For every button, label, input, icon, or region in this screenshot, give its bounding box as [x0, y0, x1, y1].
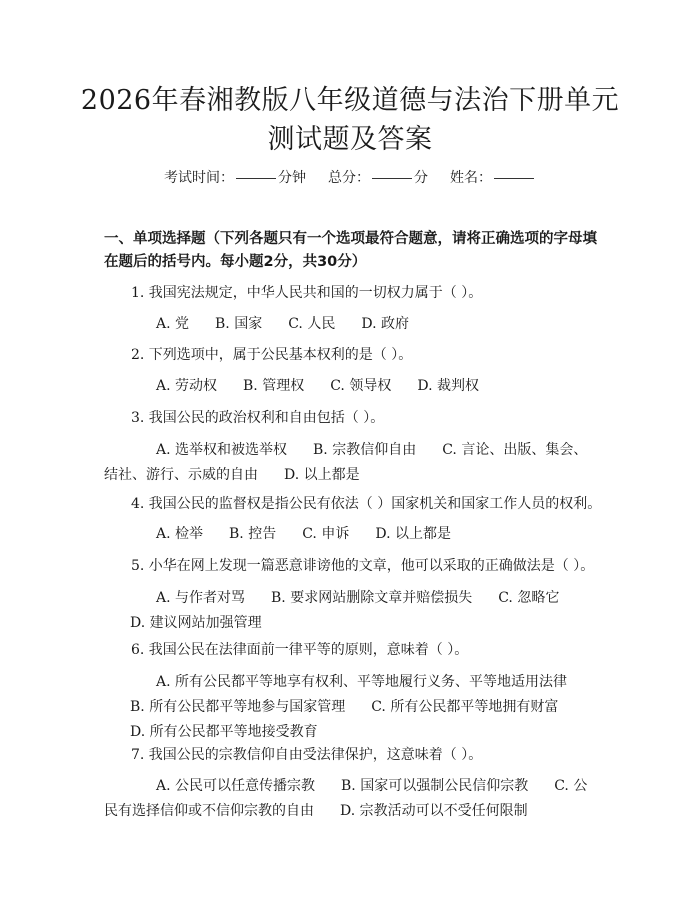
- name-blank[interactable]: [494, 178, 534, 179]
- question-stem: 1. 我国宪法规定，中华人民共和国的一切权力属于（ ）。: [131, 285, 483, 301]
- option-b[interactable]: B. 宗教信仰自由: [313, 442, 417, 458]
- question-options: [104, 438, 594, 488]
- question-stem: 7. 我国公民的宗教信仰自由受法律保护，这意味着（ ）。: [131, 747, 483, 763]
- option-a[interactable]: A. 选举权和被选举权: [156, 442, 288, 458]
- option-c[interactable]: C. 领导权: [330, 378, 392, 394]
- option-d[interactable]: D. 以上都是: [284, 467, 360, 483]
- score-label: 总分：: [328, 170, 370, 186]
- question-stem: 5. 小华在网上发现一篇恶意诽谤他的文章，他可以采取的正确做法是（ ）。: [131, 558, 595, 574]
- time-label: 考试时间：: [164, 170, 234, 186]
- option-c[interactable]: C. 所有公民都平等地拥有财富: [371, 699, 559, 715]
- option-d[interactable]: D. 宗教活动可以不受任何限制: [340, 803, 528, 819]
- page-title: 2026年春湘教版八年级道德与法治下册单元: [80, 85, 620, 116]
- section-heading: 一、单项选择题（下列各题只有一个选项最符合题意，请将正确选项的字母填在题后的括号内。每小题2分，共30分）: [104, 231, 597, 270]
- option-c[interactable]: C. 申诉: [302, 526, 350, 542]
- question-options: [104, 774, 594, 824]
- time-blank[interactable]: [236, 178, 276, 179]
- question-stem: 3. 我国公民的政治权利和自由包括（ ）。: [131, 410, 385, 426]
- option-d[interactable]: D. 所有公民都平等地接受教育: [130, 724, 318, 740]
- question-options: [104, 522, 594, 547]
- option-b[interactable]: B. 控告: [229, 526, 277, 542]
- option-a[interactable]: A. 与作者对骂: [156, 590, 246, 606]
- option-b[interactable]: B. 管理权: [243, 378, 305, 394]
- score-blank[interactable]: [372, 178, 412, 179]
- option-b[interactable]: B. 国家: [215, 316, 263, 332]
- option-a[interactable]: A. 劳动权: [156, 378, 218, 394]
- option-a[interactable]: A. 所有公民都平等地享有权利、平等地履行义务、平等地适用法律: [156, 674, 568, 690]
- name-label: 姓名：: [450, 170, 492, 186]
- option-c[interactable]: C. 言论、出版、集会、结社、游行、示威的自由: [104, 442, 588, 483]
- option-a[interactable]: A. 公民可以任意传播宗教: [156, 778, 316, 794]
- option-b[interactable]: B. 要求网站删除文章并赔偿损失: [271, 590, 473, 606]
- question-options: [104, 586, 594, 636]
- question-stem: 2. 下列选项中，属于公民基本权利的是（ ）。: [131, 347, 413, 363]
- option-d[interactable]: D. 以上都是: [375, 526, 451, 542]
- question-stem: 4. 我国公民的监督权是指公民有依法（ ）国家机关和国家工作人员的权利。: [131, 496, 602, 512]
- option-b[interactable]: B. 所有公民都平等地参与国家管理: [130, 699, 346, 715]
- option-c[interactable]: C. 公民有选择信仰或不信仰宗教的自由: [104, 778, 588, 819]
- option-a[interactable]: A. 党: [156, 316, 190, 332]
- option-c[interactable]: C. 人民: [288, 316, 336, 332]
- score-unit: 分: [414, 170, 428, 186]
- option-b[interactable]: B. 国家可以强制公民信仰宗教: [341, 778, 529, 794]
- question-options: [104, 670, 594, 745]
- question-options: [104, 374, 594, 399]
- page-title-continued: 测试题及答案: [267, 124, 433, 155]
- question-stem: 6. 我国公民在法律面前一律平等的原则，意味着（ ）。: [131, 642, 469, 658]
- option-d[interactable]: D. 政府: [361, 316, 409, 332]
- option-a[interactable]: A. 检举: [156, 526, 204, 542]
- option-d[interactable]: D. 建议网站加强管理: [130, 615, 262, 631]
- exam-meta-line: [0, 168, 700, 188]
- question-options: [104, 312, 594, 337]
- time-unit: 分钟: [278, 170, 306, 186]
- option-d[interactable]: D. 裁判权: [417, 378, 479, 394]
- option-c[interactable]: C. 忽略它: [498, 590, 560, 606]
